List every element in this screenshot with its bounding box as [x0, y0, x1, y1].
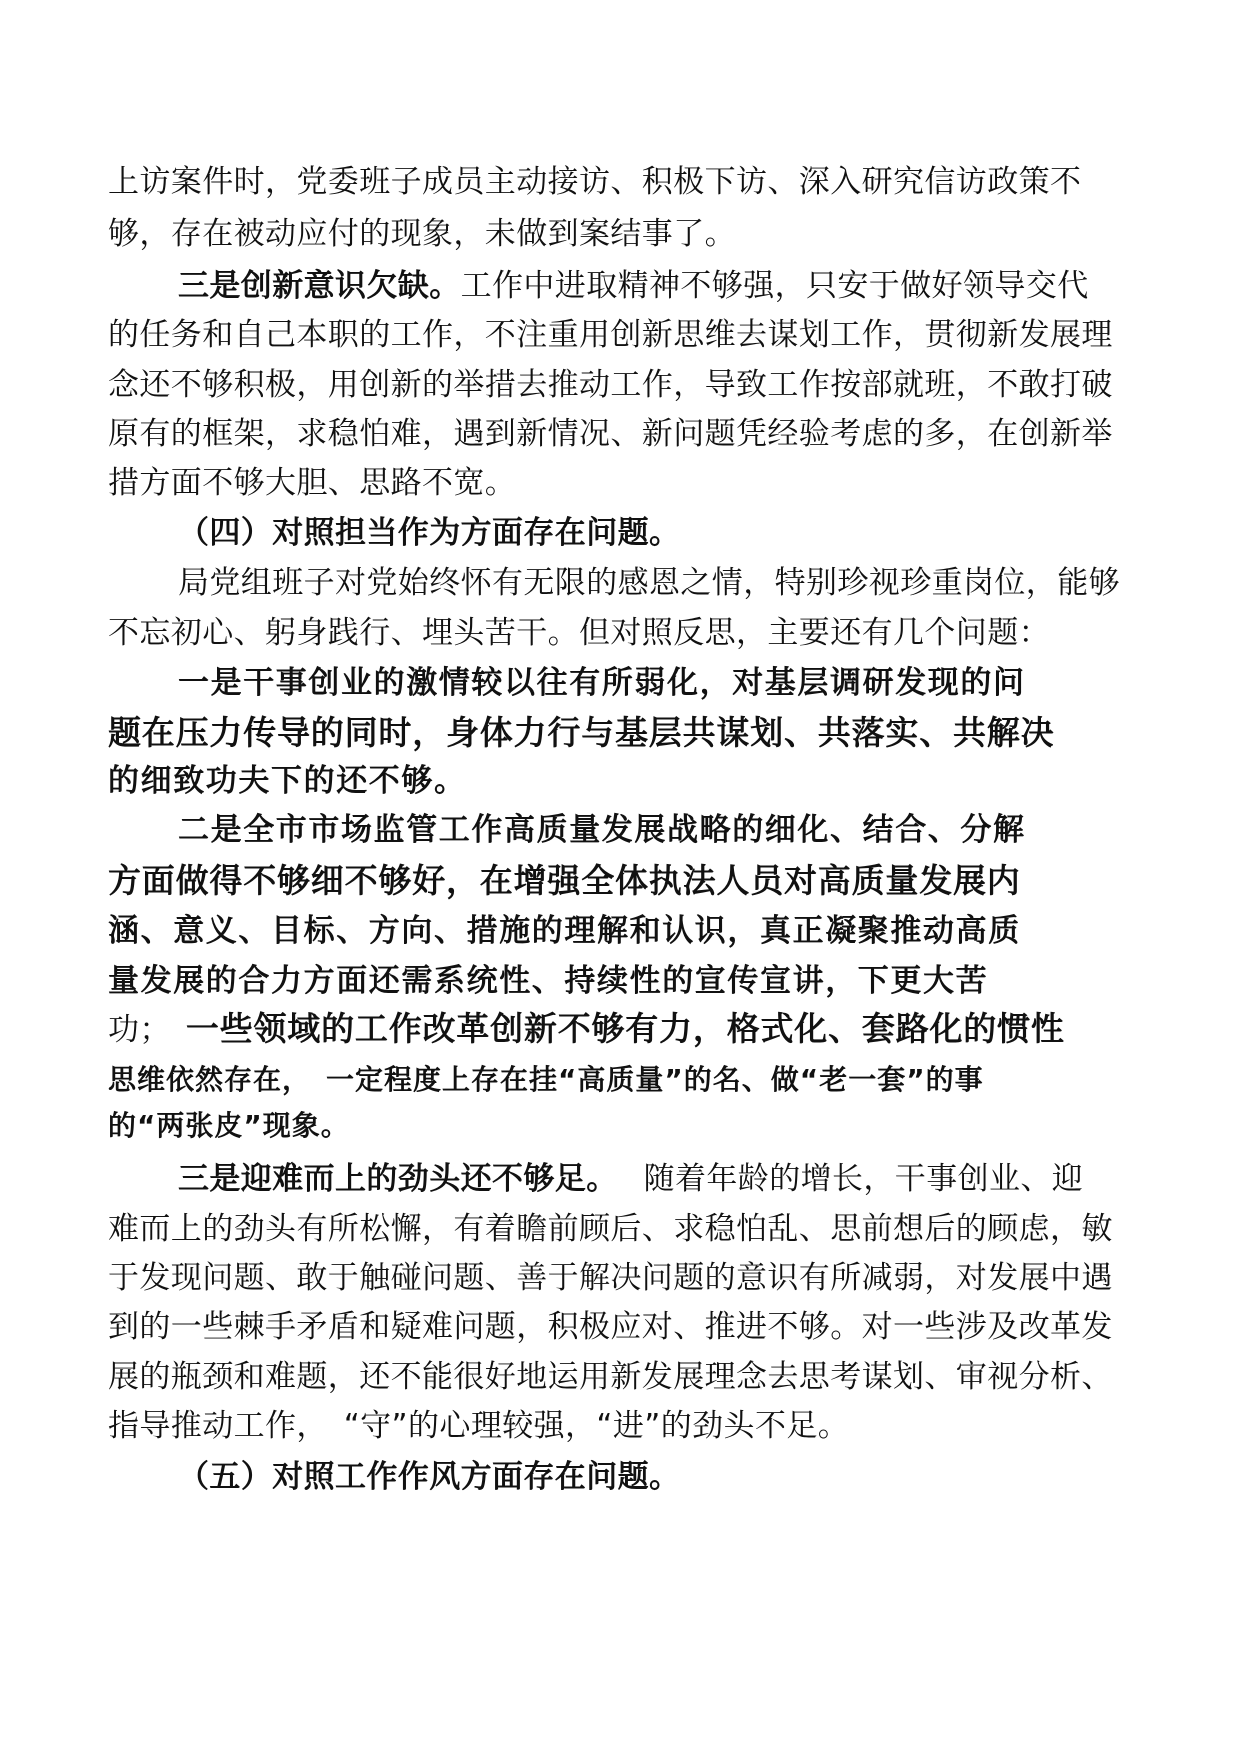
paragraph-line: 够，存在被动应付的现象，未做到案结事了。	[108, 216, 736, 252]
paragraph-lead: 三是迎难而上的劲头还不够足。	[178, 1161, 618, 1197]
paragraph-line: 方面做得不够细不够好，在增强全体执法人员对高质量发展内	[108, 861, 1021, 900]
paragraph-line: 于发现问题、敢于触碰问题、善于解决问题的意识有所减弱，对发展中遇	[108, 1260, 1113, 1296]
paragraph-line: 量发展的合力方面还需系统性、持续性的宣传宣讲，下更大苦	[108, 963, 989, 999]
paragraph-line	[178, 1161, 1084, 1197]
paragraph-text: 功；	[108, 1012, 171, 1048]
paragraph-line: 涵、意义、目标、方向、措施的理解和认识，真正凝聚推动高质	[108, 913, 1021, 949]
paragraph-line: 指导推动工作， “守”的心理较强，“进”的劲头不足。	[108, 1408, 850, 1444]
paragraph-text: 随着年龄的增长，干事创业、迎	[643, 1161, 1084, 1197]
paragraph-line: 思维依然存在， 一定程度上存在挂“高质量”的名、做“老一套”的事	[108, 1063, 984, 1096]
paragraph-line	[108, 1009, 1065, 1048]
paragraph-line: 不忘初心、躬身践行、埋头苦干。但对照反思，主要还有几个问题：	[108, 615, 1050, 651]
paragraph-line: 上访案件时，党委班子成员主动接访、积极下访、深入研究信访政策不	[108, 164, 1082, 200]
paragraph-line: 展的瓶颈和难题，还不能很好地运用新发展理念去思考谋划、审视分析、	[108, 1359, 1113, 1395]
section-heading: （四）对照担当作为方面存在问题。	[178, 515, 681, 551]
paragraph-line: 的任务和自己本职的工作，不注重用创新思维去谋划工作，贯彻新发展理	[108, 317, 1113, 353]
paragraph-line: 一是干事创业的激情较以往有所弱化，对基层调研发现的问	[178, 665, 1026, 701]
paragraph-line: 原有的框架，求稳怕难，遇到新情况、新问题凭经验考虑的多，在创新举	[108, 416, 1113, 452]
paragraph-line: 的细致功夫下的还不够。	[108, 763, 467, 799]
section-heading: （五）对照工作作风方面存在问题。	[178, 1459, 681, 1495]
paragraph-line: 的“两张皮”现象。	[108, 1109, 350, 1142]
paragraph-line: 措方面不够大胆、思路不宽。	[108, 465, 517, 501]
paragraph-line	[178, 268, 1089, 304]
paragraph-line: 到的一些棘手矛盾和疑难问题，积极应对、推进不够。对一些涉及改革发	[108, 1309, 1113, 1345]
paragraph-line: 局党组班子对党始终怀有无限的感恩之情，特别珍视珍重岗位，能够	[178, 565, 1120, 601]
paragraph-text: 工作中进取精神不够强，只安于做好领导交代	[460, 268, 1089, 304]
paragraph-text: 一些领域的工作改革创新不够有力，格式化、套路化的惯性	[185, 1009, 1065, 1048]
paragraph-line: 二是全市市场监管工作高质量发展战略的细化、结合、分解	[178, 812, 1026, 848]
paragraph-lead: 三是创新意识欠缺。	[178, 268, 461, 304]
paragraph-line: 难而上的劲头有所松懈，有着瞻前顾后、求稳怕乱、思前想后的顾虑，敏	[108, 1211, 1113, 1247]
paragraph-line: 题在压力传导的同时，身体力行与基层共谋划、共落实、共解决	[108, 713, 1055, 752]
paragraph-line: 念还不够积极，用创新的举措去推动工作，导致工作按部就班，不敢打破	[108, 367, 1113, 403]
